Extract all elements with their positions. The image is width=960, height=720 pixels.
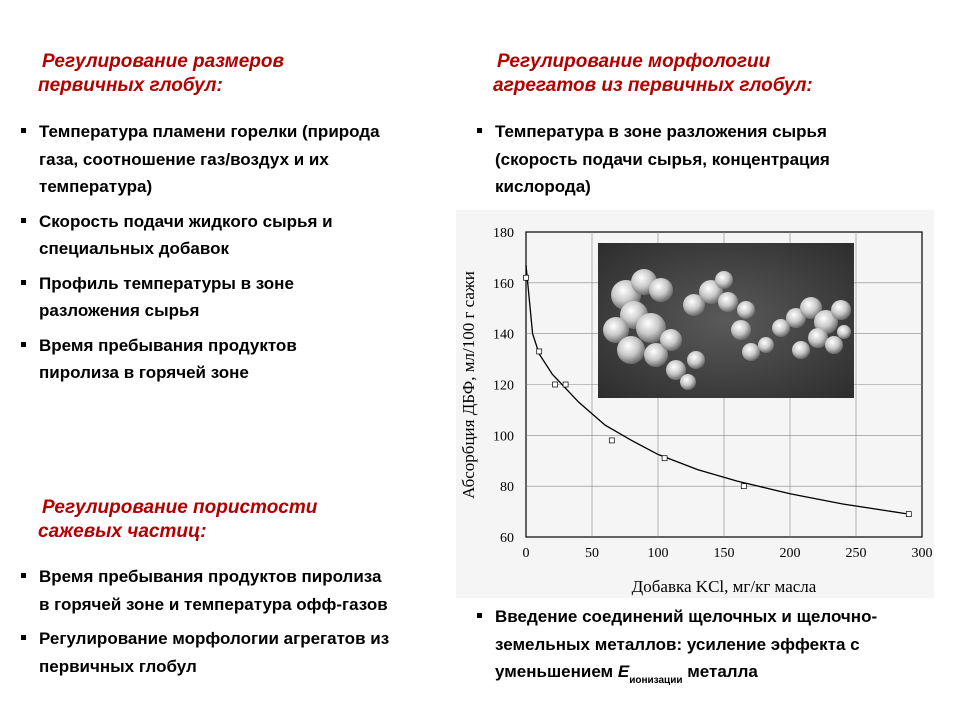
heading-aggregate-morphology-line2: агрегатов из первичных глобул: — [493, 75, 813, 96]
porosity-factors-list — [20, 563, 460, 687]
bullet-square-icon — [21, 280, 26, 285]
y-tick-label: 60 — [500, 531, 514, 546]
heading-primary-size-line2: первичных глобул: — [38, 75, 223, 96]
y-tick-label: 100 — [493, 429, 514, 445]
heading-porosity — [38, 496, 317, 544]
y-tick-label: 160 — [493, 276, 514, 292]
y-tick-label: 140 — [493, 327, 514, 343]
heading-porosity-line2: сажевых частиц: — [38, 521, 207, 542]
data-point — [906, 512, 911, 517]
list-item: Введение соединений щелочных и щелочно- земельных металлов: усиление эффекта с уменьшением $E_{ионизации}$ металла — [476, 603, 951, 695]
x-tick-label: 50 — [585, 546, 599, 561]
sem-micrograph-image — [598, 243, 854, 398]
data-point — [609, 438, 614, 443]
bullet-square-icon — [21, 573, 26, 578]
bullet-square-icon — [477, 613, 482, 618]
heading-primary-size — [38, 50, 284, 98]
bullet-square-icon — [21, 218, 26, 223]
chart-svg — [456, 210, 934, 598]
x-tick-label: 0 — [522, 546, 530, 561]
aggregate-factors-list — [476, 118, 946, 208]
primary-size-factors-list — [20, 118, 450, 394]
x-tick-label: 250 — [845, 546, 867, 561]
x-tick-label: 300 — [911, 546, 933, 561]
bullet-square-icon — [21, 342, 26, 347]
list-item: Скорость подачи жидкого сырья и специальных добавок — [20, 208, 450, 263]
x-axis-label: Добавка KCl, мг/кг масла — [631, 577, 817, 596]
data-point — [741, 484, 746, 489]
list-item: Регулирование морфологии агрегатов из первичных глобул — [20, 625, 460, 680]
energy-symbol: E — [617, 662, 630, 681]
list-item: Время пребывания продуктов пиролиза в горячей зоне и температура офф-газов — [20, 563, 460, 618]
y-tick-label: 120 — [493, 378, 514, 394]
y-tick-label: 80 — [500, 480, 514, 496]
bullet-square-icon — [21, 635, 26, 640]
data-point — [662, 456, 667, 461]
x-tick-label: 100 — [647, 546, 669, 561]
heading-primary-size-line1: Регулирование размеров — [42, 51, 284, 72]
heading-aggregate-morphology — [493, 50, 813, 98]
x-tick-label: 200 — [779, 546, 801, 561]
bullet-square-icon — [477, 128, 482, 133]
list-item: Профиль температуры в зоне разложения сырья — [20, 270, 450, 325]
x-tick-label: 150 — [713, 546, 735, 561]
data-point — [563, 382, 568, 387]
data-point — [524, 275, 529, 280]
list-item: Температура пламени горелки (природа газа, соотношение газ/воздух и их температура) — [20, 118, 450, 201]
bullet-square-icon — [21, 128, 26, 133]
heading-aggregate-morphology-line1: Регулирование морфологии — [497, 51, 771, 72]
list-item: Температура в зоне разложения сырья (скорость подачи сырья, концентрация кислорода) — [476, 118, 946, 201]
data-point — [537, 349, 542, 354]
y-tick-label: 180 — [493, 226, 514, 241]
alkali-metals-list — [476, 603, 951, 702]
y-axis-label: Абсорбция ДБФ, мл/100 г сажи — [459, 271, 478, 499]
heading-porosity-line1: Регулирование пористости — [42, 497, 318, 518]
list-item: Время пребывания продуктов пиролиза в горячей зоне — [20, 332, 450, 387]
energy-subscript: ионизации — [629, 675, 683, 686]
data-point — [553, 382, 558, 387]
dbp-absorption-chart — [456, 210, 934, 598]
